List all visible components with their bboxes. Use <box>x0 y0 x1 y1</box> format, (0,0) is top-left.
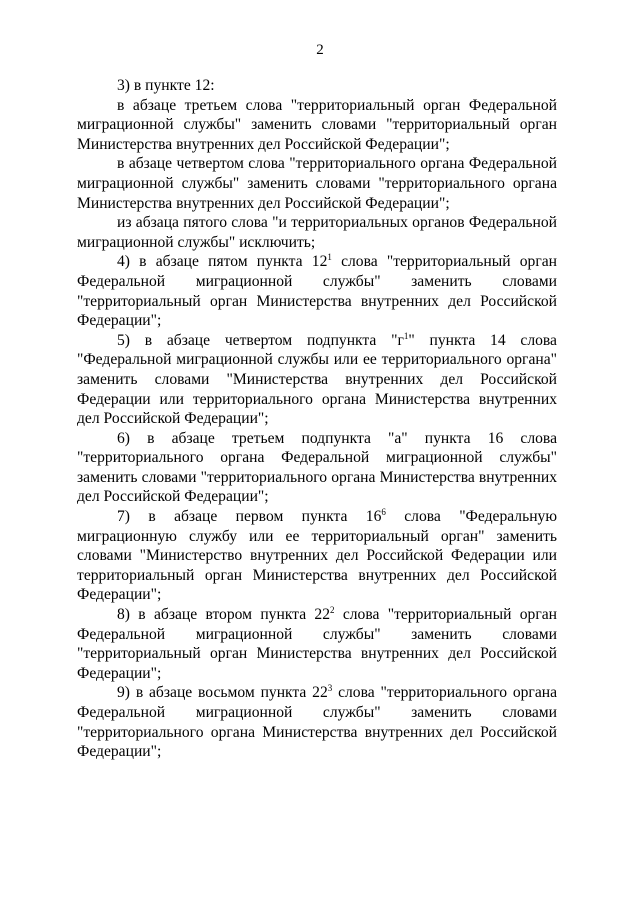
paragraph-text-end: слова "территориальный орган Федеральной миграционной службы" заменить словами "территориальный орган Министерства внутренних дел Российской Федерации"; <box>77 253 557 330</box>
superscript-index: 2 <box>330 604 335 615</box>
paragraph-item-6: 6) в абзаце третьем подпункта "а" пункта 16 слова "территориального органа Федеральной миграционной службы" заменить словами "территориального органа Министерства внутренних дел Российской Федерации"; <box>77 429 557 506</box>
superscript-index: 3 <box>327 683 333 694</box>
paragraph-text-start: 7) в абзаце первом пункта 16 <box>117 508 382 526</box>
paragraph-item-5 <box>77 331 557 429</box>
paragraph-text-start: 8) в абзаце втором пункта 22 <box>117 606 331 624</box>
paragraph-item-3-abzac-4: в абзаце четвертом слова "территориального органа Федеральной миграционной службы" заменить словами "территориального органа Министерства внутренних дел Российской Федерации"; <box>77 155 557 212</box>
paragraph-item-3-abzac-5: из абзаца пятого слова "и территориальных органов Федеральной миграционной службы" исключить; <box>77 214 557 251</box>
page-number: 2 <box>316 42 324 58</box>
superscript-index: 1 <box>327 252 332 263</box>
document-body <box>77 76 557 762</box>
paragraph-item-9 <box>77 683 557 761</box>
paragraph-item-3-abzac-3: в абзаце третьем слова "территориальный орган Федеральной миграционной службы" заменить словами "территориальный орган Министерства внутренних дел Российской Федерации"; <box>77 96 557 153</box>
paragraph-text-start: 4) в абзаце пятом пункта 12 <box>117 253 328 271</box>
superscript-index: 1 <box>403 330 409 341</box>
superscript-index: 6 <box>381 506 386 517</box>
paragraph-item-4 <box>77 252 557 330</box>
paragraph-item-3: 3) в пункте 12: <box>117 77 215 94</box>
paragraph-text-end: слова "Федеральную миграционную службу или ее территориальный орган" заменить словами "Министерство внутренних дел Российской Федерации или территориальный орган Министерства внутренних дел Российской Федерации"; <box>77 508 557 604</box>
paragraph-item-8 <box>77 605 557 683</box>
paragraph-item-7 <box>77 507 557 605</box>
paragraph-text-end: слова "территориального органа Федеральной миграционной службы" заменить словами "территориального органа Министерства внутренних дел Российской Федерации"; <box>77 684 558 761</box>
paragraph-text-end: " пункта 14 слова "Федеральной миграционной службы или ее территориального органа" заменить словами "Министерства внутренних дел Российской Федерации или территориального органа Министерства внутренних дел Российской Федерации"; <box>77 331 557 428</box>
paragraph-text-start: 9) в абзаце восьмом пункта 22 <box>117 684 328 702</box>
paragraph-text-start: 5) в абзаце четвертом подпункта "г <box>117 331 404 349</box>
paragraph-text-end: слова "территориальный орган Федеральной миграционной службы" заменить словами "территориальный орган Министерства внутренних дел Российской Федерации"; <box>77 606 557 682</box>
